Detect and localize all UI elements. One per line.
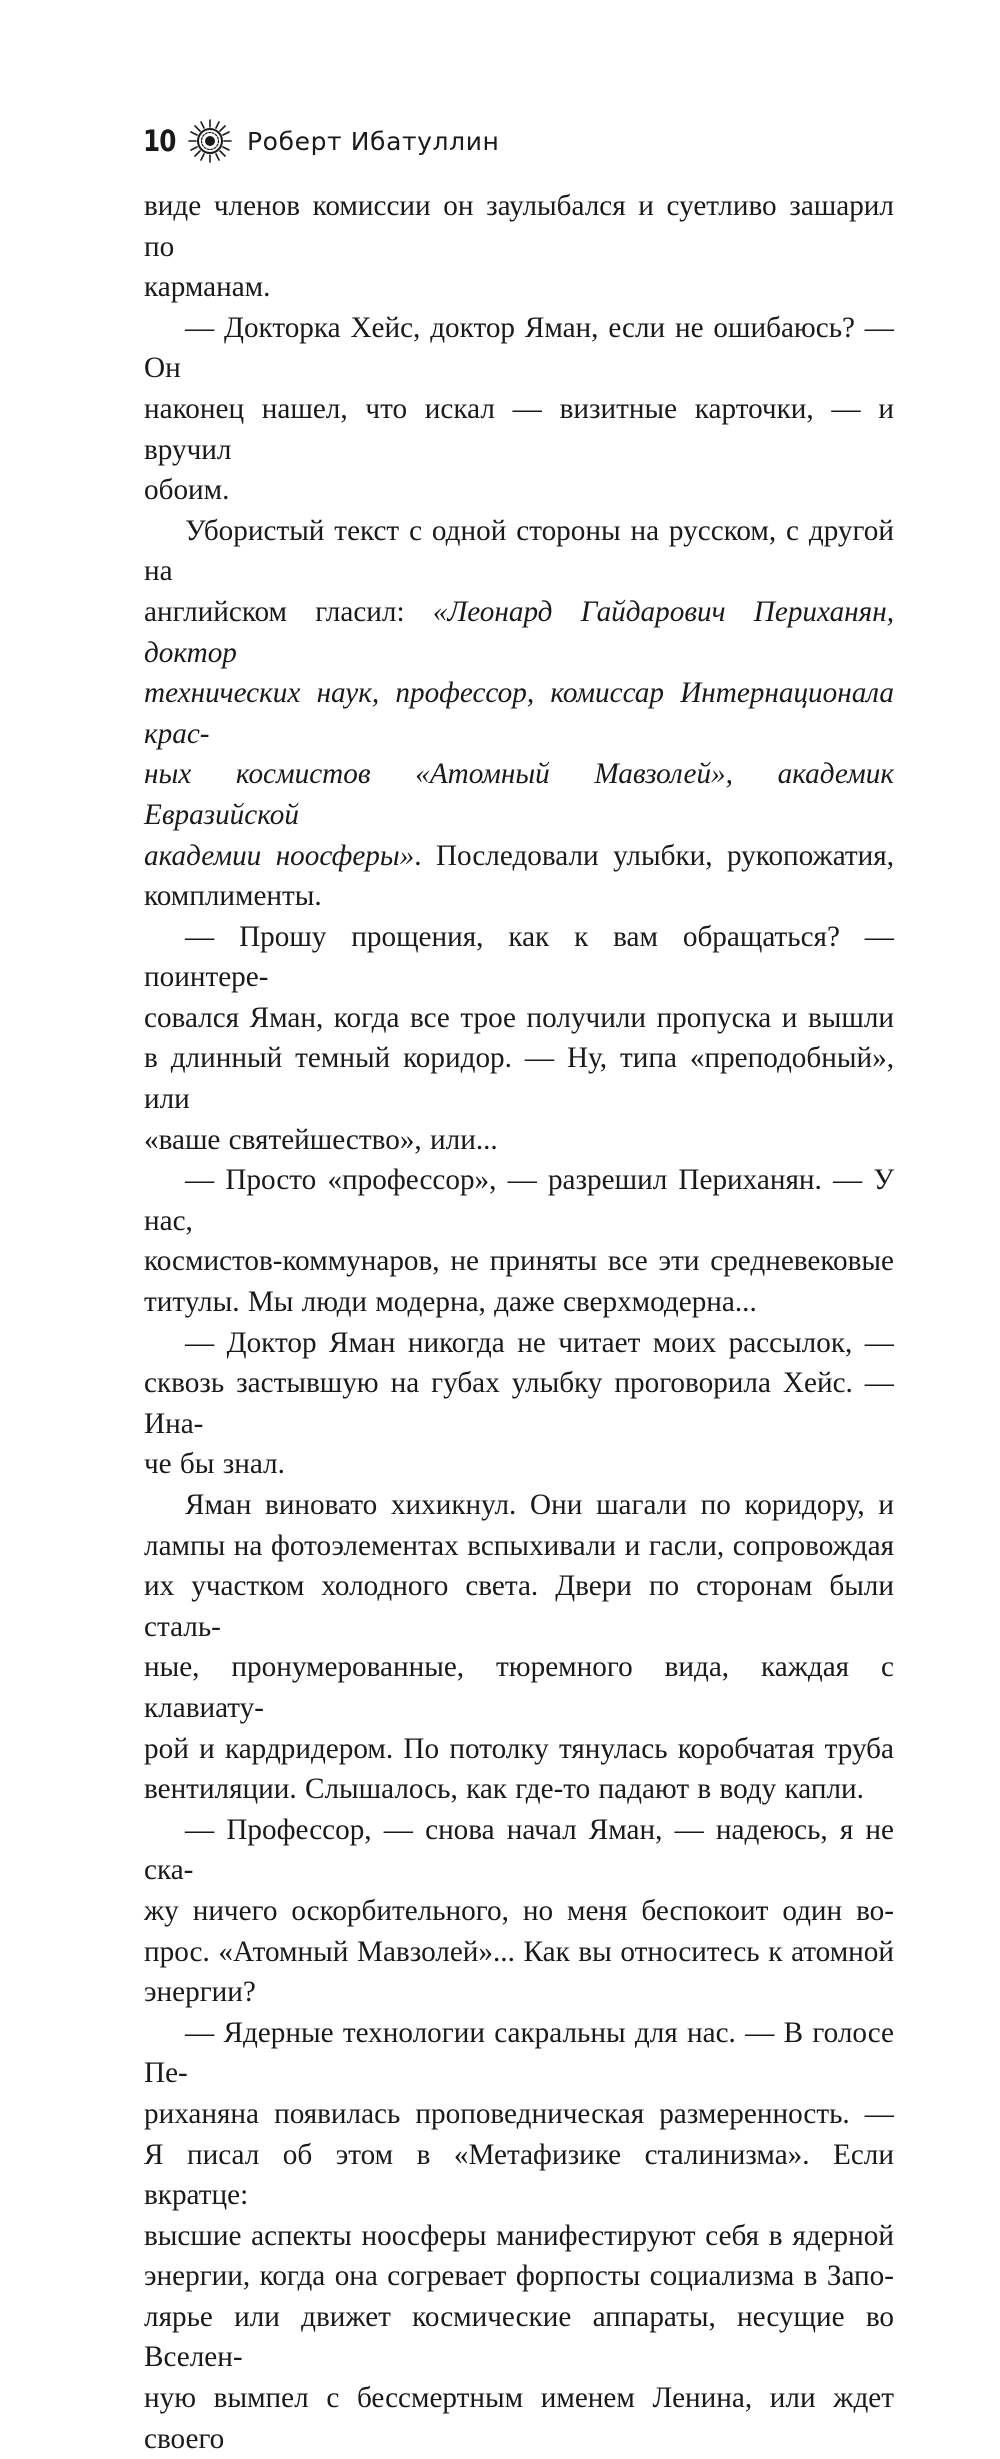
text-line bbox=[144, 2256, 894, 2297]
text-line bbox=[144, 1120, 894, 1161]
text-line bbox=[144, 1769, 894, 1810]
text-line bbox=[144, 592, 894, 673]
text-run: лярье или движет космические аппараты, несущие во Вселен- bbox=[144, 2300, 894, 2374]
text-line bbox=[144, 186, 894, 267]
text-line bbox=[144, 1526, 894, 1567]
italic-text-run: ных космистов «Атомный Мавзолей», академик Евразийской bbox=[144, 758, 894, 831]
text-line bbox=[144, 2216, 894, 2257]
text-line bbox=[144, 1282, 894, 1323]
text-run: энергии, когда она согревает форпосты социализма в Запо- bbox=[144, 2260, 894, 2293]
text-run: вентиляции. Слышалось, как где-то падают в воду капли. bbox=[144, 1773, 864, 1806]
text-line bbox=[144, 1972, 894, 2013]
text-line bbox=[144, 673, 894, 754]
text-line bbox=[144, 836, 894, 877]
text-line bbox=[144, 1160, 894, 1241]
text-line bbox=[144, 2135, 894, 2216]
text-run: сквозь застывшую на губах улыбку проговорила Хейс. — Ина- bbox=[144, 1367, 894, 1440]
sun-ornament-icon bbox=[187, 118, 233, 164]
text-run: — Доктор Яман никогда не читает моих рассылок, — bbox=[185, 1326, 894, 1359]
text-line bbox=[144, 1647, 894, 1728]
text-line bbox=[144, 2378, 894, 2459]
text-run: совался Яман, когда все трое получили пропуска и вышли bbox=[144, 1001, 894, 1034]
text-run: обоим. bbox=[144, 474, 230, 507]
text-line bbox=[144, 1038, 894, 1119]
text-run: — Профессор, — снова начал Яман, — надеюсь, я не ска- bbox=[144, 1813, 894, 1887]
text-line bbox=[144, 1891, 894, 1932]
text-run: комплименты. bbox=[144, 880, 322, 913]
text-line bbox=[144, 754, 894, 835]
text-line bbox=[144, 1932, 894, 1973]
running-header bbox=[143, 116, 500, 166]
text-run: жу ничего оскорбительного, но меня беспокоит один во- bbox=[144, 1894, 894, 1927]
text-run: Убористый текст с одной стороны на русском, с другой на bbox=[144, 514, 894, 588]
text-line bbox=[144, 267, 894, 308]
text-line bbox=[144, 1485, 894, 1526]
italic-text-run: академии ноосферы» bbox=[144, 839, 415, 872]
text-line bbox=[144, 2297, 894, 2378]
text-line bbox=[144, 511, 894, 592]
text-line bbox=[144, 1363, 894, 1444]
text-run: виде членов комиссии он заулыбался и суетливо зашарил по bbox=[144, 190, 894, 263]
text-run: «ваше святейшество», или... bbox=[144, 1123, 498, 1156]
text-run: ные, пронумерованные, тюремного вида, каждая с клавиату- bbox=[144, 1651, 894, 1724]
text-line bbox=[144, 1566, 894, 1647]
text-run: — Докторка Хейс, доктор Яман, если не ошибаюсь? — Он bbox=[144, 311, 894, 385]
italic-text-run: «Леонард Гайдарович Периханян, доктор bbox=[144, 595, 894, 669]
text-line bbox=[144, 1241, 894, 1282]
text-run: английском гласил: bbox=[144, 595, 433, 628]
text-line bbox=[144, 1729, 894, 1770]
text-run: . Последовали улыбки, рукопожатия, bbox=[414, 839, 894, 872]
text-line bbox=[144, 1323, 894, 1364]
text-run: Я писал об этом в «Метафизике сталинизма». Если вкратце: bbox=[144, 2138, 894, 2212]
text-run: их участком холодного света. Двери по сторонам были сталь- bbox=[144, 1570, 894, 1643]
text-run: наконец нашел, что искал — визитные карточки, — и вручил bbox=[144, 392, 894, 466]
text-run: в длинный темный коридор. — Ну, типа «преподобный», или bbox=[144, 1042, 894, 1116]
text-line bbox=[144, 1444, 894, 1485]
text-run: карманам. bbox=[144, 271, 271, 304]
text-line bbox=[144, 1810, 894, 1891]
text-run: космистов-коммунаров, не приняты все эти средневековые bbox=[144, 1245, 894, 1278]
text-run: ную вымпел с бессмертным именем Ленина, или ждет своего bbox=[144, 2382, 894, 2455]
body-text bbox=[144, 186, 894, 2459]
text-run: энергии? bbox=[144, 1976, 256, 2009]
text-line bbox=[144, 998, 894, 1039]
text-run: — Ядерные технологии сакральны для нас. — В голосе Пе- bbox=[144, 2016, 894, 2090]
text-run: че бы знал. bbox=[144, 1448, 285, 1481]
text-line bbox=[144, 389, 894, 470]
text-line bbox=[144, 308, 894, 389]
text-run: высшие аспекты ноосферы манифестируют себя в ядерной bbox=[144, 2219, 894, 2252]
text-run: рой и кардридером. По потолку тянулась коробчатая труба bbox=[144, 1732, 894, 1765]
text-line bbox=[144, 2094, 894, 2135]
text-run: титулы. Мы люди модерна, даже сверхмодерна... bbox=[144, 1286, 757, 1319]
page-number: 10 bbox=[143, 123, 176, 158]
text-line bbox=[144, 917, 894, 998]
text-line bbox=[144, 2013, 894, 2094]
text-run: риханяна появилась проповедническая размеренность. — bbox=[144, 2097, 894, 2130]
text-run: — Прошу прощения, как к вам обращаться? — поинтере- bbox=[144, 920, 894, 994]
text-line bbox=[144, 470, 894, 511]
italic-text-run: технических наук, профессор, комиссар Интернационала крас- bbox=[144, 677, 894, 750]
text-run: Яман виновато хихикнул. Они шагали по коридору, и bbox=[185, 1489, 894, 1521]
text-line bbox=[144, 876, 894, 917]
running-header-author: Роберт Ибатуллин bbox=[247, 126, 500, 156]
text-run: прос. «Атомный Мавзолей»... Как вы относитесь к атомной bbox=[144, 1935, 894, 1968]
text-run: — Просто «профессор», — разрешил Периханян. — У нас, bbox=[144, 1164, 894, 1237]
text-run: лампы на фотоэлементах вспыхивали и гасли, сопровождая bbox=[144, 1529, 894, 1562]
